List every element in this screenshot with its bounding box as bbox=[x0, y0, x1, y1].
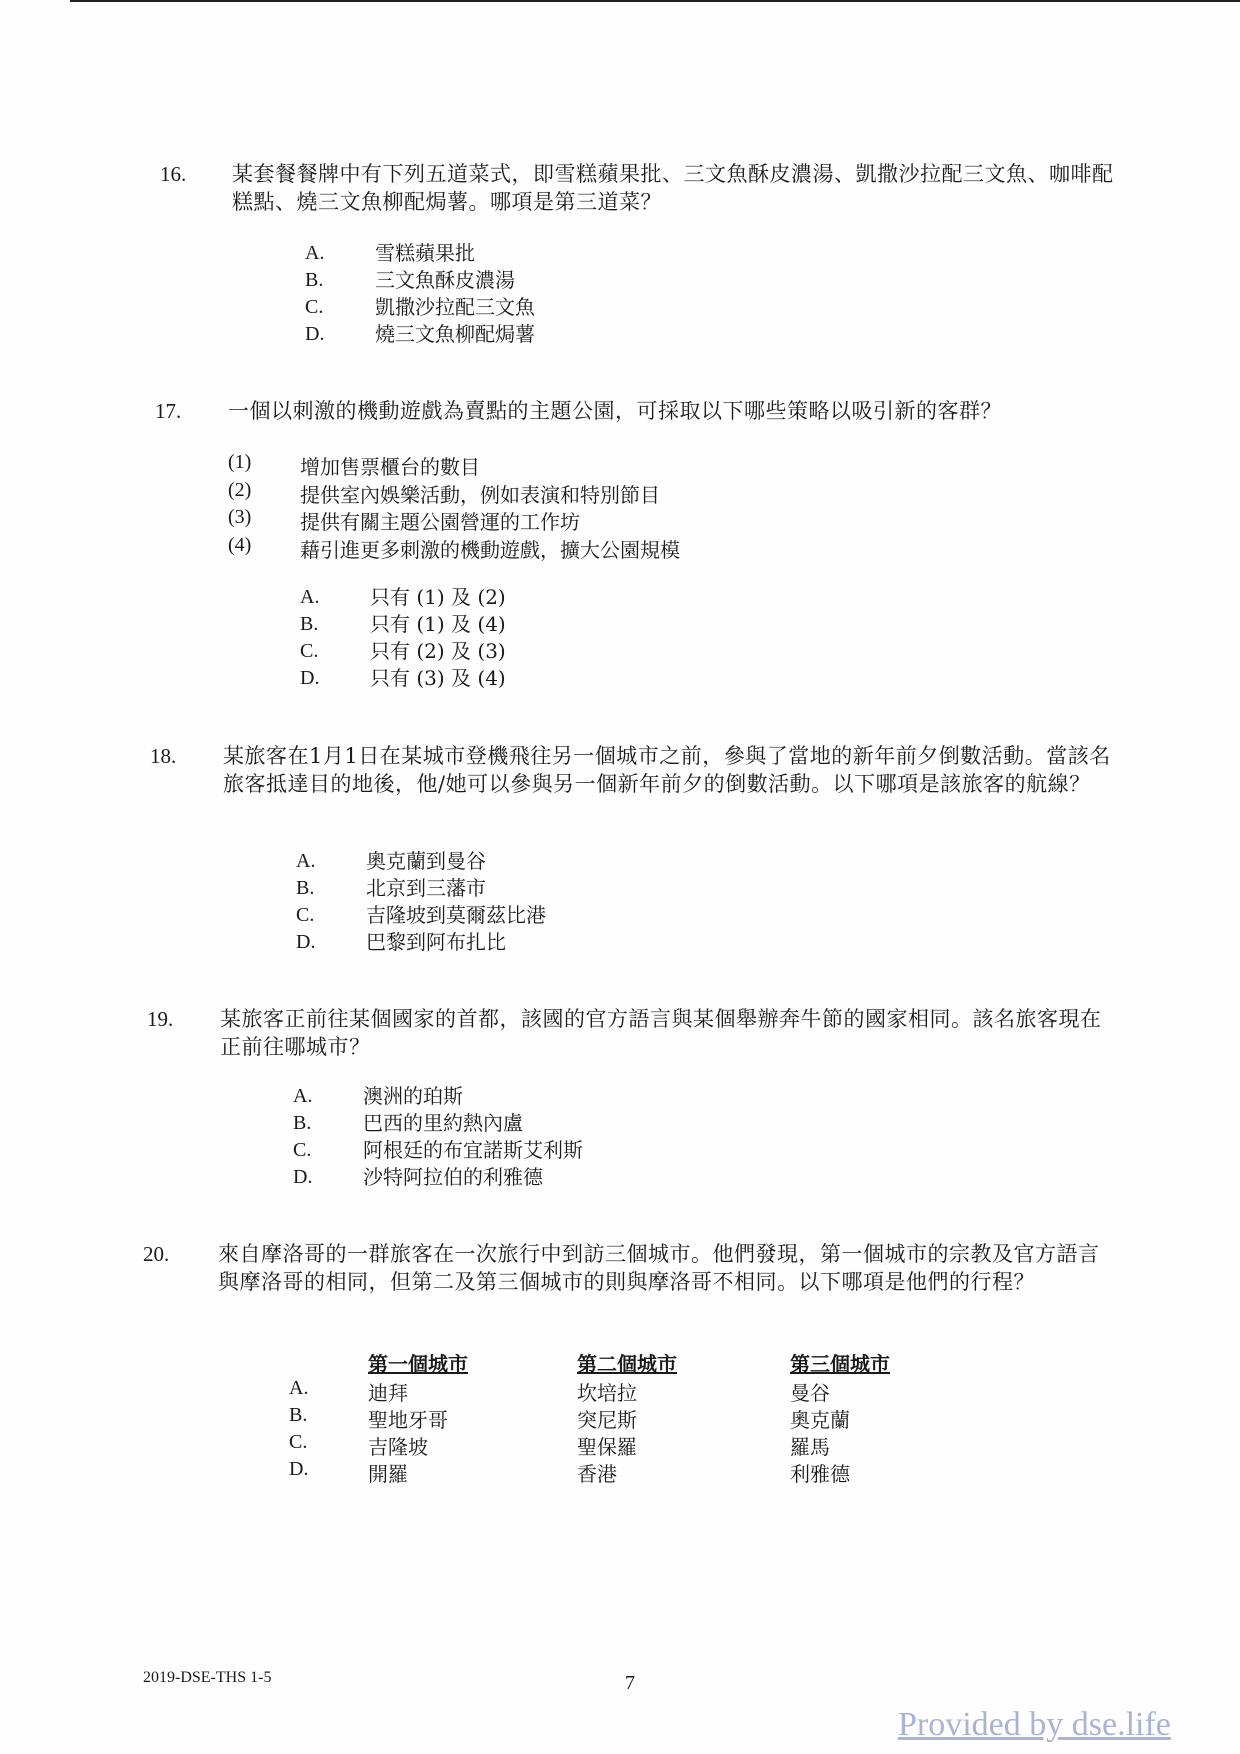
question-number: 17. bbox=[155, 399, 182, 423]
column-header-first-city: 第一個城市 bbox=[368, 1352, 468, 1376]
question-text: 某旅客在1月1日在某城市登機飛往另一個城市之前，參與了當地的新年前夕倒數活動。當該名旅客抵達目的地後，他/她可以參與另一個新年前夕的倒數活動。以下哪項是該旅客的航線？ bbox=[223, 744, 1111, 796]
question-number: 16. bbox=[160, 162, 187, 186]
question-text: 一個以刺激的機動遊戲為賣點的主題公園，可採取以下哪些策略以吸引新的客群？ bbox=[228, 399, 1002, 423]
page-number: 7 bbox=[625, 1672, 635, 1694]
column-header-third-city: 第三個城市 bbox=[790, 1352, 890, 1376]
question-number: 18. bbox=[150, 744, 177, 768]
question-number: 19. bbox=[147, 1007, 174, 1031]
exam-code: 2019-DSE-THS 1-5 bbox=[143, 1669, 272, 1686]
top-rule bbox=[70, 0, 1240, 2]
question-text: 某套餐餐牌中有下列五道菜式，即雪糕蘋果批、三文魚酥皮濃湯、凱撒沙拉配三文魚、咖啡配糕點、燒三文魚柳配焗薯。哪項是第三道菜？ bbox=[232, 162, 1114, 214]
question-text: 來自摩洛哥的一群旅客在一次旅行中到訪三個城市。他們發現，第一個城市的宗教及官方語言與摩洛哥的相同，但第二及第三個城市的則與摩洛哥不相同。以下哪項是他們的行程？ bbox=[218, 1242, 1100, 1294]
column-header-second-city: 第二個城市 bbox=[577, 1352, 677, 1376]
question-number: 20. bbox=[143, 1242, 170, 1266]
watermark: Provided by dse.life bbox=[898, 1706, 1171, 1743]
question-text: 某旅客正前往某個國家的首都，該國的官方語言與某個舉辦奔牛節的國家相同。該名旅客現在正前往哪城市？ bbox=[220, 1007, 1102, 1059]
